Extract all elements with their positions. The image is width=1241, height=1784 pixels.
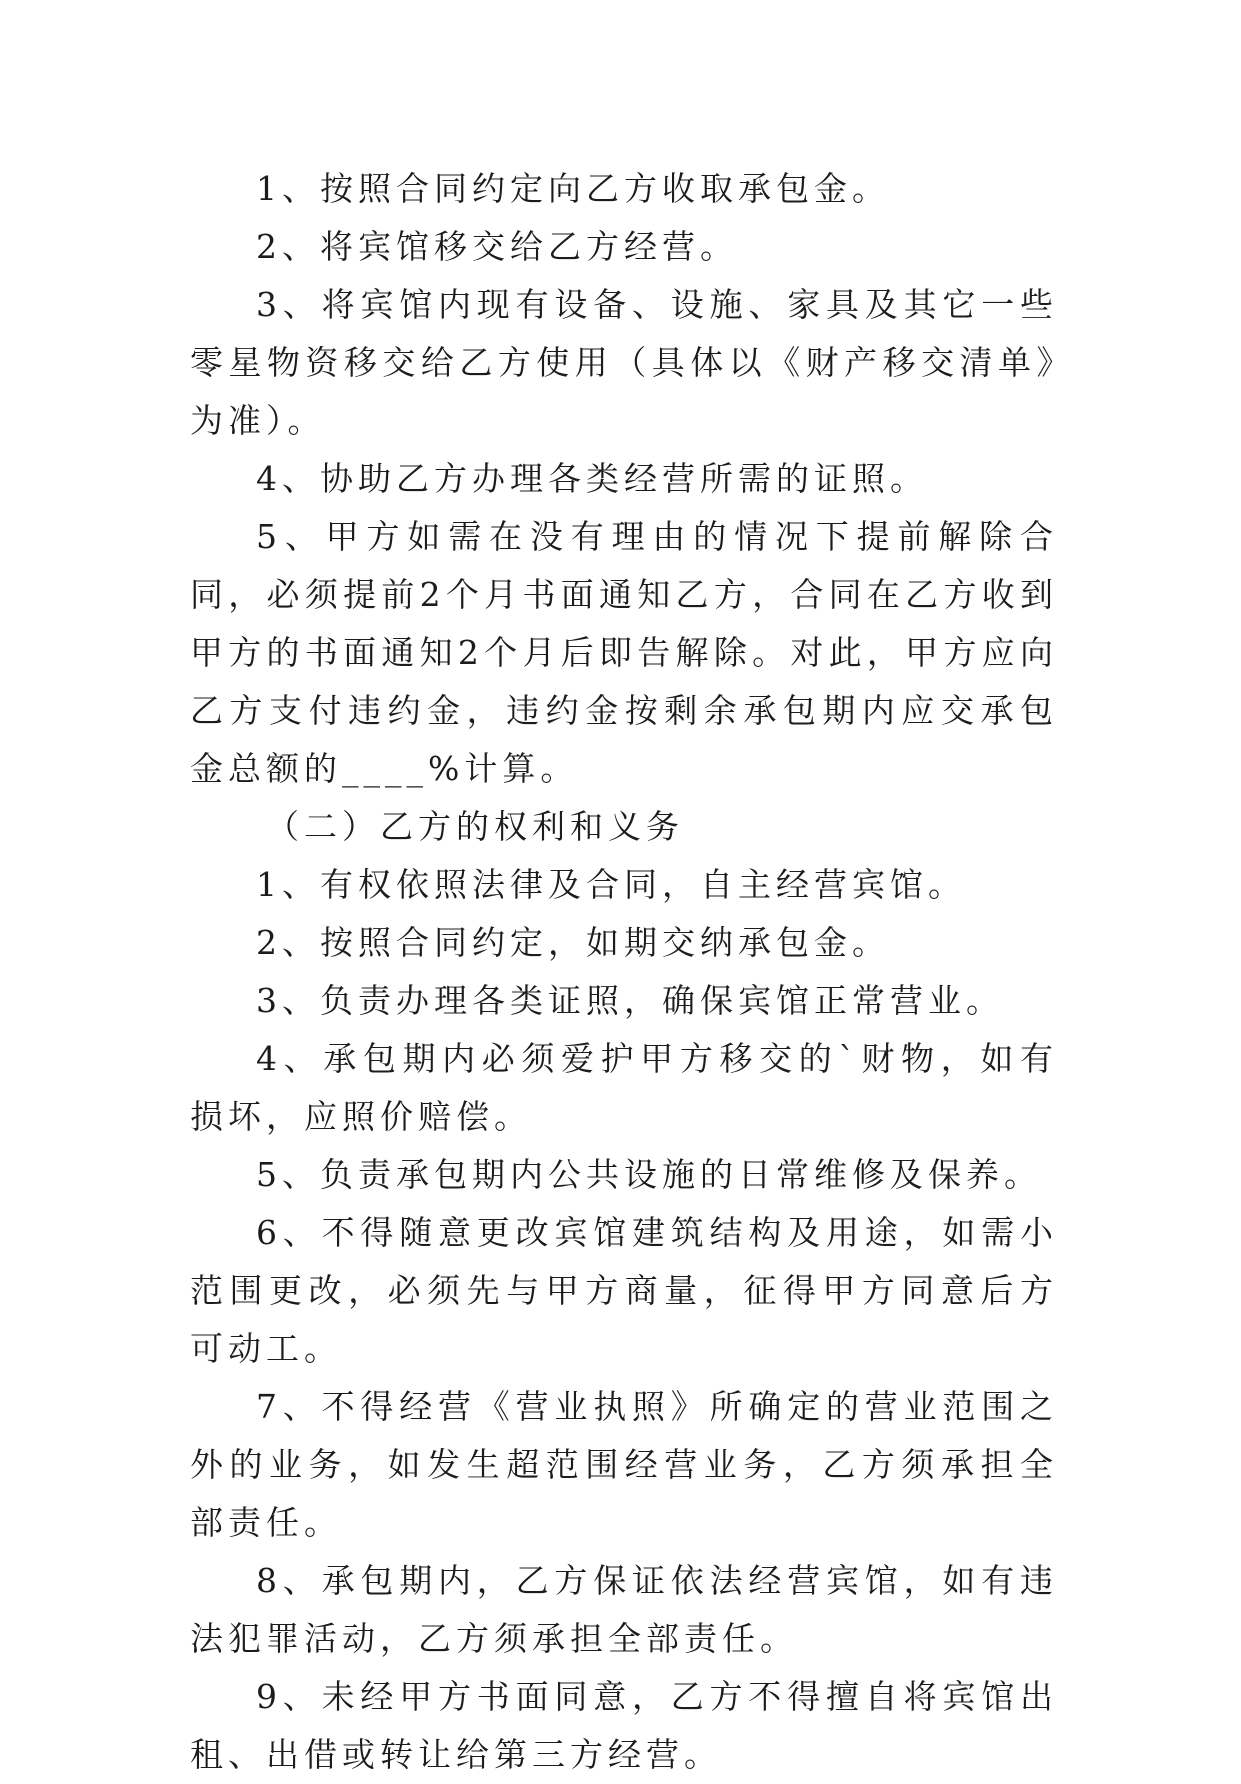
clause-b-6: 6、不得随意更改宾馆建筑结构及用途，如需小范围更改，必须先与甲方商量，征得甲方同意后方可动工。 bbox=[190, 1213, 1058, 1368]
clause-b-4: 4、承包期内必须爱护甲方移交的`财物，如有损坏，应照价赔偿。 bbox=[190, 1039, 1058, 1136]
clause-b-7: 7、不得经营《营业执照》所确定的营业范围之外的业务，如发生超范围经营业务，乙方须承担全部责任。 bbox=[190, 1387, 1058, 1542]
document-body bbox=[190, 160, 1058, 1784]
clause-b-2: 2、按照合同约定，如期交纳承包金。 bbox=[256, 923, 890, 962]
clause-a-3: 3、将宾馆内现有设备、设施、家具及其它一些零星物资移交给乙方使用（具体以《财产移交清单》为准）。 bbox=[190, 285, 1058, 440]
clause-b-9: 9、未经甲方书面同意，乙方不得擅自将宾馆出租、出借或转让给第三方经营。 bbox=[190, 1677, 1058, 1774]
clause-a-5: 5、甲方如需在没有理由的情况下提前解除合同，必须提前2个月书面通知乙方，合同在乙方收到甲方的书面通知2个月后即告解除。对此，甲方应向乙方支付违约金，违约金按剩余承包期内应交承包金总额的____%计算。 bbox=[190, 517, 1058, 788]
clause-a-1: 1、按照合同约定向乙方收取承包金。 bbox=[256, 169, 890, 208]
clause-b-1: 1、有权依照法律及合同，自主经营宾馆。 bbox=[256, 865, 966, 904]
clause-b-8: 8、承包期内，乙方保证依法经营宾馆，如有违法犯罪活动，乙方须承担全部责任。 bbox=[190, 1561, 1058, 1658]
section-heading: （二）乙方的权利和义务 bbox=[266, 807, 684, 846]
clause-b-5: 5、负责承包期内公共设施的日常维修及保养。 bbox=[256, 1155, 1042, 1194]
clause-b-3: 3、负责办理各类证照，确保宾馆正常营业。 bbox=[256, 981, 1004, 1020]
clause-a-2: 2、将宾馆移交给乙方经营。 bbox=[256, 227, 738, 266]
clause-a-4: 4、协助乙方办理各类经营所需的证照。 bbox=[256, 459, 928, 498]
